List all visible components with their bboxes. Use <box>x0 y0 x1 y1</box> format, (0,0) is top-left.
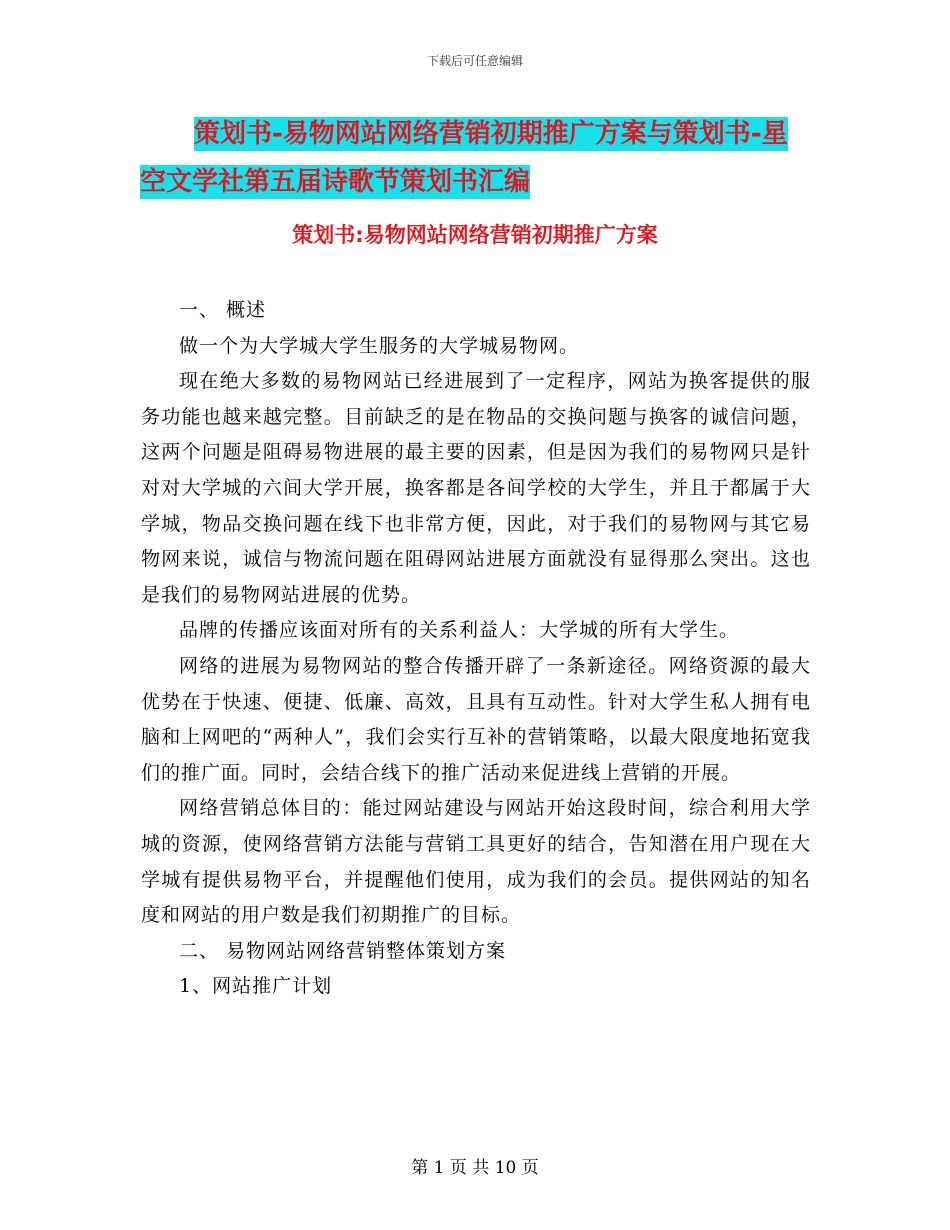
paragraph: 网络营销总体目的：能过网站建设与网站开始这段时间，综合利用大学城的资源，使网络营销方法能与营销工具更好的结合，告知潜在用户现在大学城有提供易物平台，并提醒他们使用，成为我们的会员。提供网站的知名度和网站的用户数是我们初期推广的目标。 <box>141 797 811 927</box>
document-title-line-1 <box>140 110 820 158</box>
heading-plan: 二、 易物网站网络营销整体策划方案 <box>179 939 507 962</box>
page-footer: 第 1 页 共 10 页 <box>411 1158 539 1178</box>
paragraph: 网络的进展为易物网站的整合传播开辟了一条新途径。网络资源的最大优势在于快速、便捷、低廉、高效，且具有互动性。针对大学生私人拥有电脑和上网吧的“两种人”，我们会实行互补的营销策略，以最大限度地拓宽我们的推广面。同时，会结合线下的推广活动来促进线上营销的开展。 <box>141 654 811 784</box>
document-title-line-2 <box>140 158 820 206</box>
heading-overview: 一、 概述 <box>179 299 267 321</box>
paragraph: 品牌的传播应该面对所有的关系利益人：大学城的所有大学生。 <box>179 619 740 642</box>
document-title <box>140 110 820 206</box>
header-note: 下载后可任意编辑 <box>426 54 523 68</box>
title-highlight-2: 空文学社第五届诗歌节策划书汇编 <box>140 167 531 197</box>
document-body <box>141 293 811 1005</box>
paragraph: 现在绝大多数的易物网站已经进展到了一定程序，网站为换客提供的服务功能也越来越完整。目前缺乏的是在物品的交换问题与换客的诚信问题，这两个问题是阻碍易物进展的最主要的因素，但是因为我们的易物网只是针对对大学城的六间大学开展，换客都是各间学校的大学生，并且于都属于大学城，物品交换问题在线下也非常方便，因此，对于我们的易物网与其它易物网来说，诚信与物流问题在阻碍网站进展方面就没有显得那么突出。这也是我们的易物网站进展的优势。 <box>141 370 811 606</box>
title-highlight-1: 策划书-易物网站网络营销初期推广方案与策划书-星 <box>194 119 788 149</box>
heading-promotion: 1、网站推广计划 <box>179 975 333 998</box>
section-title: 策划书:易物网站网络营销初期推广方案 <box>292 223 658 247</box>
paragraph: 做一个为大学城大学生服务的大学城易物网。 <box>179 334 580 357</box>
